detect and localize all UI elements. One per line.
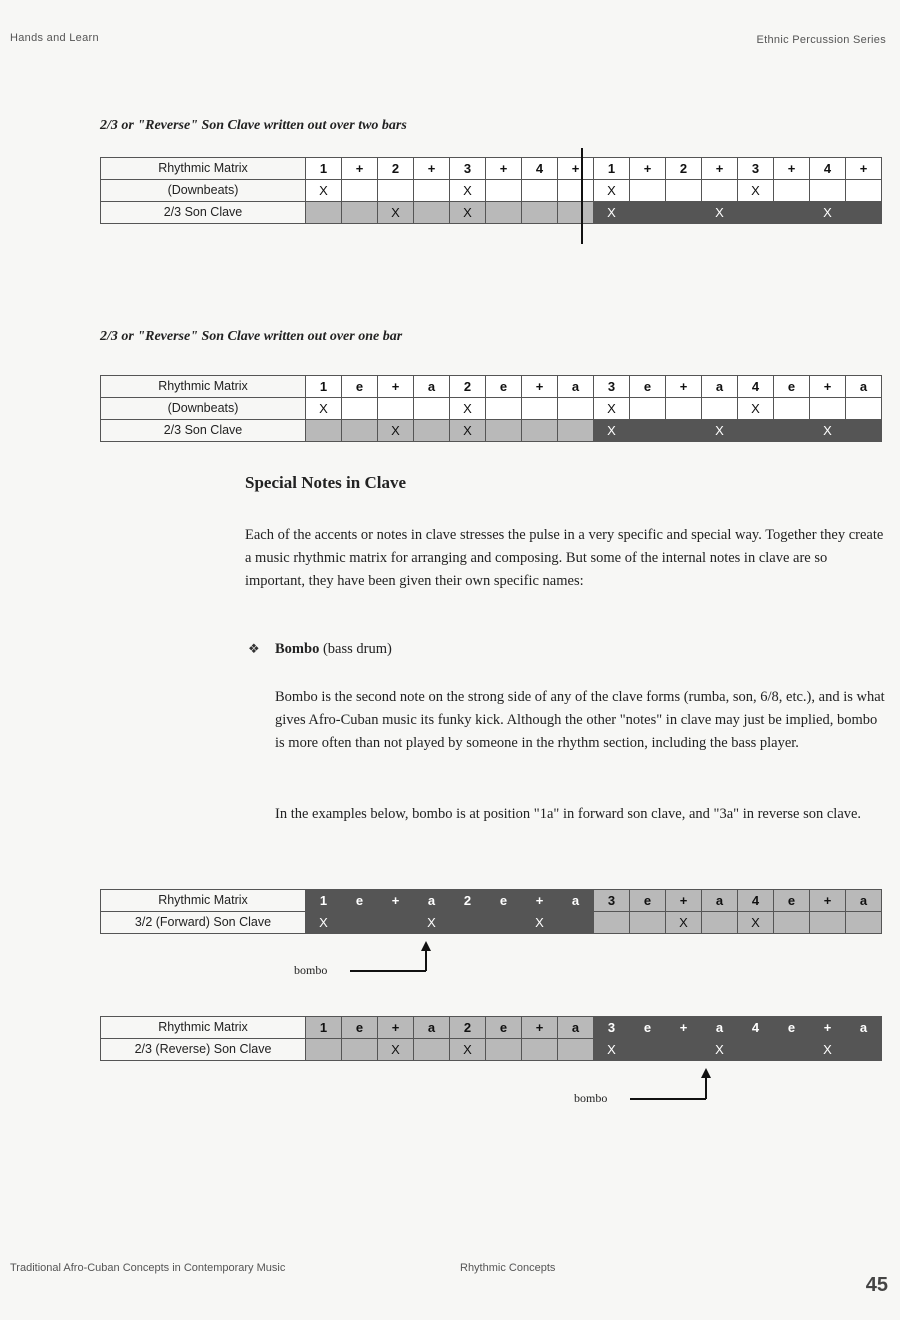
grid-cell [558, 202, 594, 224]
bombo-examples-note: In the examples below, bombo is at position "1a" in forward son clave, and "3a" in reverse son clave. [275, 806, 862, 822]
bullet-term: Bombo [275, 641, 320, 657]
clave-grid-two-bars [100, 157, 882, 224]
grid-cell: e [774, 376, 810, 398]
grid-cell [558, 912, 594, 934]
grid-cell [666, 180, 702, 202]
grid-cell [486, 1039, 522, 1061]
grid-cell: X [810, 420, 846, 442]
row-label: (Downbeats) [101, 180, 306, 202]
row-label: Rhythmic Matrix [101, 158, 306, 180]
grid-cell [846, 1039, 882, 1061]
grid-cell: a [414, 890, 450, 912]
grid-cell [342, 912, 378, 934]
grid-cell [558, 180, 594, 202]
grid-cell [414, 398, 450, 420]
grid-cell [486, 202, 522, 224]
grid-cell: X [702, 1039, 738, 1061]
grid-cell [666, 398, 702, 420]
grid-cell: X [738, 180, 774, 202]
grid-cell: 1 [306, 1017, 342, 1039]
grid-cell [414, 420, 450, 442]
grid-cell [810, 912, 846, 934]
grid-cell: 4 [738, 890, 774, 912]
bombo-arrow-1-horizontal [350, 970, 426, 972]
grid-cell: + [522, 376, 558, 398]
grid-cell: e [342, 1017, 378, 1039]
grid-cell: e [342, 890, 378, 912]
bombo-arrow-1-vertical [425, 950, 427, 971]
row-label: Rhythmic Matrix [101, 1017, 306, 1039]
running-header-left: Hands and Learn [10, 32, 99, 44]
grid-cell: X [666, 912, 702, 934]
clave-grid-one-bar [100, 375, 882, 442]
grid-cell: e [630, 890, 666, 912]
grid-cell [774, 1039, 810, 1061]
running-header-right: Ethnic Percussion Series [756, 34, 886, 46]
grid-cell [702, 180, 738, 202]
grid-cell: 2 [450, 1017, 486, 1039]
grid-cell [414, 1039, 450, 1061]
bar-divider-line [581, 148, 583, 244]
grid-cell: + [378, 1017, 414, 1039]
grid-cell: a [558, 1017, 594, 1039]
grid-cell [846, 180, 882, 202]
grid-cell [342, 1039, 378, 1061]
grid-cell [378, 912, 414, 934]
bombo-arrow-1-head-icon [421, 941, 431, 951]
grid-cell [594, 912, 630, 934]
grid-cell [378, 180, 414, 202]
grid-cell: X [378, 420, 414, 442]
grid-cell [738, 1039, 774, 1061]
section2-caption: 2/3 or "Reverse" Son Clave written out over one bar [100, 329, 403, 344]
grid-cell: + [774, 158, 810, 180]
grid-cell [666, 1039, 702, 1061]
grid-cell: + [810, 1017, 846, 1039]
grid-cell: e [486, 1017, 522, 1039]
special-notes-heading: Special Notes in Clave [245, 473, 407, 492]
grid-cell [486, 398, 522, 420]
grid-cell [738, 202, 774, 224]
grid-cell [630, 420, 666, 442]
grid-cell [486, 912, 522, 934]
grid-cell [630, 180, 666, 202]
grid-cell: X [450, 180, 486, 202]
grid-cell: X [594, 202, 630, 224]
grid-cell [846, 420, 882, 442]
grid-cell [774, 398, 810, 420]
grid-cell: X [810, 1039, 846, 1061]
grid-cell: 4 [738, 1017, 774, 1039]
grid-cell [774, 912, 810, 934]
grid-cell [630, 398, 666, 420]
grid-cell: a [846, 376, 882, 398]
grid-cell: 3 [450, 158, 486, 180]
grid-cell: + [702, 158, 738, 180]
grid-cell: 4 [738, 376, 774, 398]
grid-cell: + [378, 890, 414, 912]
grid-cell: + [666, 890, 702, 912]
grid-cell: 2 [666, 158, 702, 180]
grid-cell: + [414, 158, 450, 180]
bombo-arrow-2-horizontal [630, 1098, 706, 1100]
grid-cell [306, 1039, 342, 1061]
grid-cell: e [630, 1017, 666, 1039]
grid-cell [342, 180, 378, 202]
row-label: 2/3 Son Clave [101, 202, 306, 224]
grid-cell [630, 912, 666, 934]
grid-row [101, 1017, 882, 1039]
grid-cell [486, 420, 522, 442]
footer-section: Rhythmic Concepts [460, 1262, 556, 1274]
grid-cell: 4 [522, 158, 558, 180]
grid-cell: a [846, 1017, 882, 1039]
grid-cell [450, 912, 486, 934]
grid-cell: X [702, 202, 738, 224]
grid-row [101, 158, 882, 180]
grid-cell: e [774, 890, 810, 912]
grid-cell [522, 420, 558, 442]
grid-cell: + [630, 158, 666, 180]
grid-row [101, 420, 882, 442]
grid-cell [342, 398, 378, 420]
grid-cell [702, 912, 738, 934]
grid-cell: + [378, 376, 414, 398]
forward-son-clave-grid [100, 889, 882, 934]
grid-cell: e [342, 376, 378, 398]
grid-cell: e [486, 890, 522, 912]
row-label: Rhythmic Matrix [101, 890, 306, 912]
grid-row [101, 890, 882, 912]
grid-cell: e [486, 376, 522, 398]
grid-cell [414, 202, 450, 224]
grid-cell: 1 [306, 376, 342, 398]
grid-cell: 1 [306, 158, 342, 180]
bombo-description: Bombo is the second note on the strong side of any of the clave forms (rumba, son, 6/8, etc.), and is what gives Afro-Cuban music its funky kick. Although the other "notes" in clave may just be implied, bombo is more often than not played by someone in the rhythm section, including the bass player. [275, 689, 885, 751]
grid-cell [774, 202, 810, 224]
grid-row [101, 376, 882, 398]
grid-cell [522, 202, 558, 224]
grid-cell: X [810, 202, 846, 224]
grid-cell [306, 202, 342, 224]
grid-cell: 2 [450, 376, 486, 398]
grid-cell: X [738, 398, 774, 420]
grid-row [101, 912, 882, 934]
grid-cell: X [594, 398, 630, 420]
grid-cell: a [414, 376, 450, 398]
grid-cell: X [306, 912, 342, 934]
special-notes-intro: Each of the accents or notes in clave stresses the pulse in a very specific and special way. Together they create a music rhythmic matrix for arranging and composing. But some of the internal notes in clave are so important, they have been given their own specific names: [245, 527, 884, 589]
footer-title: Traditional Afro-Cuban Concepts in Contemporary Music [10, 1262, 286, 1274]
grid-cell: X [306, 180, 342, 202]
grid-cell: + [810, 376, 846, 398]
grid-cell: X [702, 420, 738, 442]
grid-cell [846, 912, 882, 934]
grid-cell: + [522, 1017, 558, 1039]
row-label: (Downbeats) [101, 398, 306, 420]
grid-cell: 3 [594, 376, 630, 398]
grid-cell: X [594, 1039, 630, 1061]
grid-cell [810, 398, 846, 420]
grid-cell [846, 398, 882, 420]
grid-cell: a [846, 890, 882, 912]
bullet-gloss: (bass drum) [322, 641, 392, 657]
grid-cell: X [378, 202, 414, 224]
bombo-arrow-2-head-icon [701, 1068, 711, 1078]
grid-cell [558, 398, 594, 420]
grid-cell [522, 180, 558, 202]
bombo-arrow-label-2: bombo [574, 1091, 608, 1105]
grid-cell [666, 420, 702, 442]
section1-caption: 2/3 or "Reverse" Son Clave written out over two bars [100, 118, 407, 133]
grid-cell: X [450, 202, 486, 224]
row-label: 2/3 Son Clave [101, 420, 306, 442]
row-label: 2/3 (Reverse) Son Clave [101, 1039, 306, 1061]
grid-cell: X [414, 912, 450, 934]
bullet-heading [275, 638, 392, 661]
grid-row [101, 398, 882, 420]
grid-cell: e [774, 1017, 810, 1039]
grid-cell: 1 [306, 890, 342, 912]
bombo-arrow-2-vertical [705, 1077, 707, 1099]
page-number: 45 [865, 1274, 888, 1296]
grid-cell [414, 180, 450, 202]
grid-cell [630, 1039, 666, 1061]
grid-cell [774, 180, 810, 202]
grid-cell [630, 202, 666, 224]
grid-cell [558, 420, 594, 442]
grid-cell: X [522, 912, 558, 934]
grid-cell: + [558, 158, 594, 180]
grid-row [101, 1039, 882, 1061]
grid-cell: + [810, 890, 846, 912]
grid-cell: e [630, 376, 666, 398]
grid-cell [810, 180, 846, 202]
grid-cell: + [342, 158, 378, 180]
grid-cell: 3 [594, 1017, 630, 1039]
grid-row [101, 180, 882, 202]
grid-cell: X [450, 1039, 486, 1061]
grid-cell: + [846, 158, 882, 180]
grid-cell [558, 1039, 594, 1061]
grid-cell: a [702, 1017, 738, 1039]
reverse-son-clave-grid [100, 1016, 882, 1061]
bullet-diamond-icon: ❖ [248, 641, 260, 656]
grid-cell: X [306, 398, 342, 420]
row-label: Rhythmic Matrix [101, 376, 306, 398]
row-label: 3/2 (Forward) Son Clave [101, 912, 306, 934]
grid-cell: X [594, 180, 630, 202]
grid-cell: 3 [738, 158, 774, 180]
grid-cell: a [702, 890, 738, 912]
grid-cell: 3 [594, 890, 630, 912]
grid-cell: X [450, 420, 486, 442]
grid-cell [522, 398, 558, 420]
grid-cell: + [666, 1017, 702, 1039]
grid-cell: X [450, 398, 486, 420]
grid-cell: 2 [378, 158, 414, 180]
bombo-arrow-label-1: bombo [294, 963, 328, 977]
grid-cell [522, 1039, 558, 1061]
grid-cell: 4 [810, 158, 846, 180]
grid-cell [846, 202, 882, 224]
grid-cell [702, 398, 738, 420]
grid-cell [738, 420, 774, 442]
grid-cell [306, 420, 342, 442]
grid-cell: 1 [594, 158, 630, 180]
grid-cell: a [558, 890, 594, 912]
grid-cell: a [702, 376, 738, 398]
grid-cell [666, 202, 702, 224]
grid-cell: a [414, 1017, 450, 1039]
grid-cell [774, 420, 810, 442]
grid-cell: + [486, 158, 522, 180]
grid-cell: X [594, 420, 630, 442]
grid-cell: + [666, 376, 702, 398]
grid-cell [342, 420, 378, 442]
grid-row [101, 202, 882, 224]
grid-cell: 2 [450, 890, 486, 912]
grid-cell [486, 180, 522, 202]
grid-cell [342, 202, 378, 224]
grid-cell [378, 398, 414, 420]
grid-cell: X [378, 1039, 414, 1061]
grid-cell: + [522, 890, 558, 912]
grid-cell: X [738, 912, 774, 934]
grid-cell: a [558, 376, 594, 398]
